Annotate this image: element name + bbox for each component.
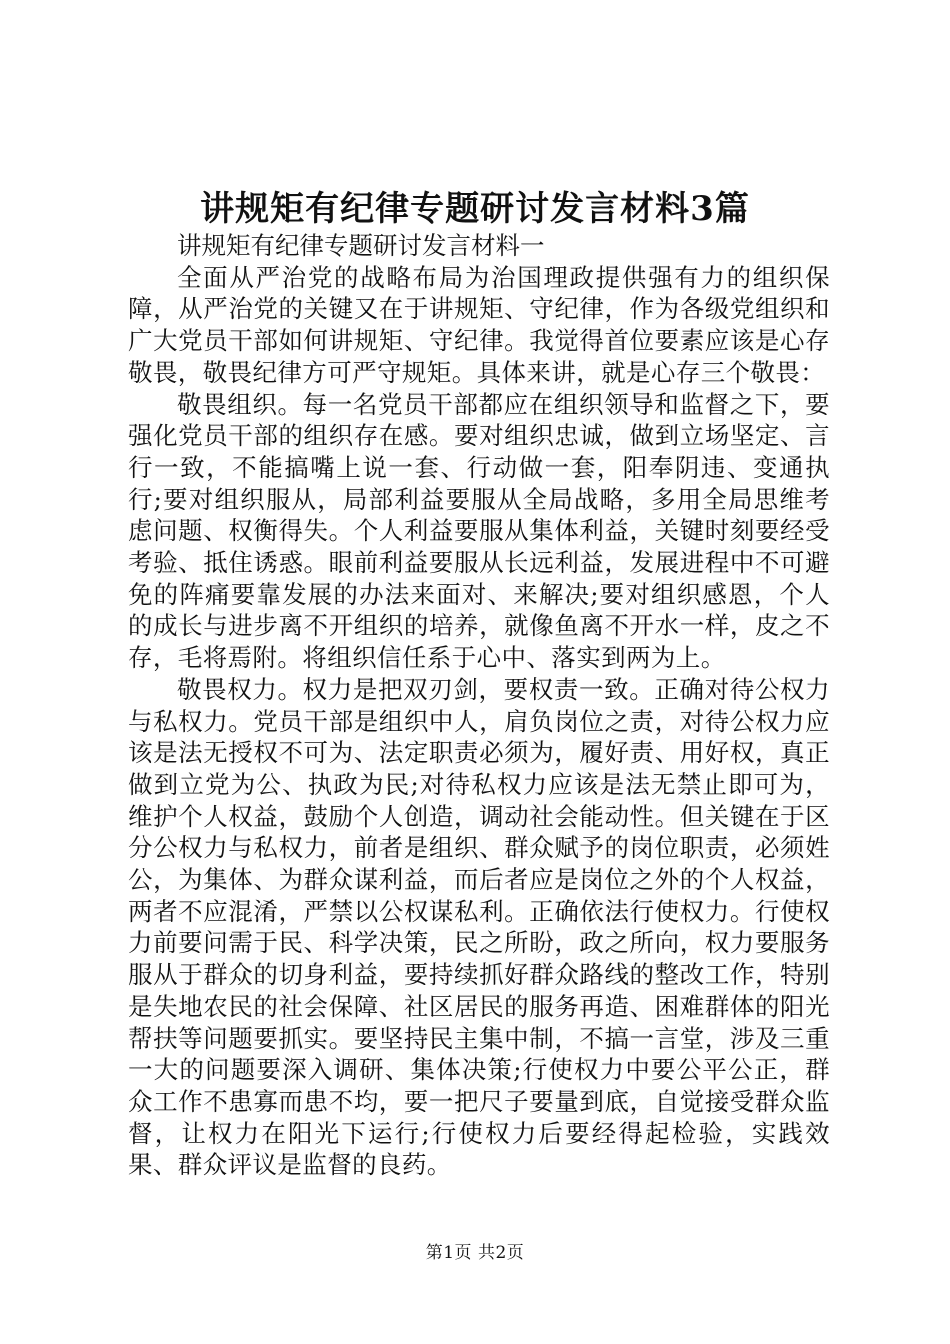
paragraph-respect-organization: 敬畏组织。每一名党员干部都应在组织领导和监督之下，要强化党员干部的组织存在感。要对组织忠诚，做到立场坚定、言行一致，不能搞嘴上说一套、行动做一套，阳奉阴违、变通执行;要对组织服从，局部利益要服从全局战略，多用全局思维考虑问题、权衡得失。个人利益要服从集体利益，关键时刻要经受考验、抵住诱惑。眼前利益要服从长远利益，发展进程中不可避免的阵痛要靠发展的办法来面对、来解决;要对组织感恩，个人的成长与进步离不开组织的培养，就像鱼离不开水一样，皮之不存，毛将焉附。将组织信任系于心中、落实到两为上。 [128, 389, 830, 673]
paragraph-respect-power: 敬畏权力。权力是把双刃剑，要权责一致。正确对待公权力与私权力。党员干部是组织中人，肩负岗位之责，对待公权力应该是法无授权不可为、法定职责必须为，履好责、用好权，真正做到立党为公、执政为民;对待私权力应该是法无禁止即可为，维护个人权益，鼓励个人创造，调动社会能动性。但关键在于区分公权力与私权力，前者是组织、群众赋予的岗位职责，必须姓公，为集体、为群众谋利益，而后者应是岗位之外的个人权益，两者不应混淆，严禁以公权谋私利。正确依法行使权力。行使权力前要问需于民、科学决策，民之所盼，政之所向，权力要服务服从于群众的切身利益，要持续抓好群众路线的整改工作，特别是失地农民的社会保障、社区居民的服务再造、困难群体的阳光帮扶等问题要抓实。要坚持民主集中制，不搞一言堂，涉及三重一大的问题要深入调研、集体决策;行使权力中要公平公正，群众工作不患寡而患不均，要一把尺子要量到底，自觉接受群众监督，让权力在阳光下运行;行使权力后要经得起检验，实践效果、群众评议是监督的良药。 [128, 674, 830, 1180]
paragraph-intro: 全面从严治党的战略布局为治国理政提供强有力的组织保障，从严治党的关键又在于讲规矩、守纪律，作为各级党组织和广大党员干部如何讲规矩、守纪律。我觉得首位要素应该是心存敬畏，敬畏纪律方可严守规矩。具体来讲，就是心存三个敬畏： [128, 262, 830, 387]
section-heading: 讲规矩有纪律专题研讨发言材料一 [177, 231, 545, 260]
document-title: 讲规矩有纪律专题研讨发言材料3篇 [200, 189, 750, 229]
page-footer: 第1页 共2页 [425, 1243, 525, 1263]
document-body [128, 230, 830, 1181]
